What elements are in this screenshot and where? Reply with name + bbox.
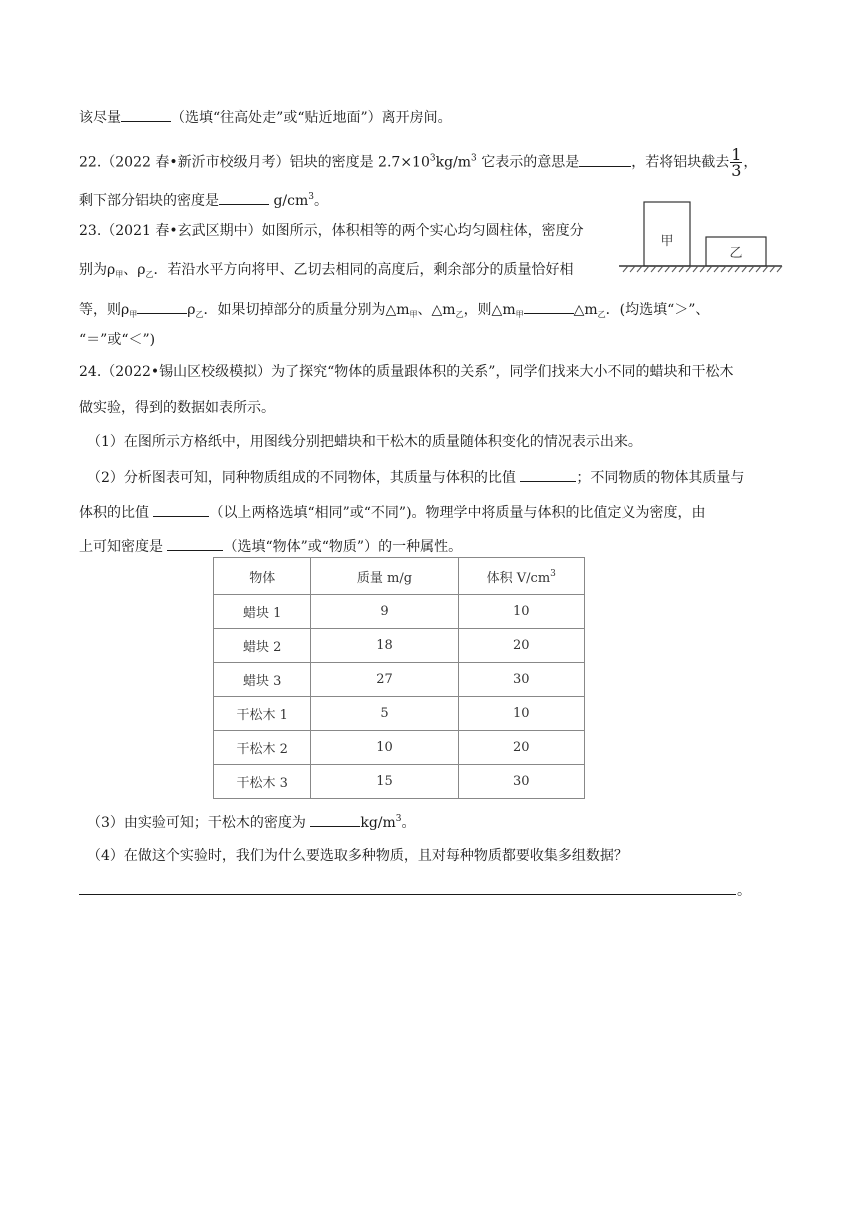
table-header-row (214, 558, 585, 595)
table-cell: 27 (311, 663, 458, 697)
text-fragment: 上可知密度是 (79, 539, 168, 555)
superscript: 3 (395, 814, 402, 824)
question-22-line-2 (79, 190, 328, 211)
question-23-line-4 (79, 330, 155, 350)
text-fragment: （选填“往高处走”或“贴近地面”）离开房间。 (171, 110, 452, 126)
answer-blank[interactable] (153, 502, 209, 517)
question-22 (79, 147, 757, 178)
table-row (214, 663, 585, 697)
subscript: 乙 (597, 310, 606, 319)
question-24-part-4 (87, 846, 628, 866)
cylinders-figure (619, 197, 784, 275)
text-fragment: （以上两格选填“相同”或“不同”)。物理学中将质量与体积的比值定义为密度，由 (209, 505, 706, 521)
table-cell: 干松木 3 (214, 765, 311, 799)
question-24-part-2-line-2 (79, 502, 706, 523)
question-23-line-2 (79, 260, 573, 280)
superscript: 3 (429, 153, 436, 164)
text-fragment: ．若沿水平方向将甲、乙切去相同的高度后，剩余部分的质量恰好相 (153, 262, 574, 278)
question-24 (79, 362, 733, 382)
question-23 (79, 221, 584, 241)
text-fragment: （2022•锡山区校级模拟）为了探究“物体的质量跟体积的关系”，同学们找来大小不同的蜡块和干松木 (101, 364, 734, 380)
text-fragment: kg/m (360, 815, 396, 831)
text-fragment: （2）分析图表可知，同种物质组成的不同物体，其质量与体积的比值 (87, 470, 521, 486)
table-cell: 10 (458, 595, 584, 629)
question-23-line-3 (79, 299, 709, 320)
question-number: 23. (79, 223, 102, 239)
fraction-numerator: 1 (731, 145, 742, 164)
superscript: 3 (471, 153, 477, 164)
text-fragment: （选填“物体”或“物质”）的一种属性。 (223, 539, 463, 555)
fraction-denominator: 3 (731, 161, 742, 180)
table-cell: 15 (311, 765, 458, 799)
data-table (213, 557, 585, 799)
text-fragment: （1）在图所示方格纸中，用图线分别把蜡块和干松木的质量随体积变化的情况表示出来。 (87, 434, 642, 450)
text-fragment: 。 (313, 193, 328, 209)
text-fragment: 该尽量 (79, 110, 121, 126)
subscript: 乙 (145, 270, 154, 279)
text-line (79, 107, 452, 128)
answer-blank[interactable] (310, 812, 360, 827)
answer-blank[interactable] (524, 299, 574, 314)
answer-blank[interactable] (167, 536, 223, 551)
table-cell: 10 (458, 697, 584, 731)
text-fragment: ，则△m (463, 302, 516, 318)
table-cell: 20 (458, 629, 584, 663)
subscript: 乙 (195, 310, 204, 319)
text-fragment: 、△m (417, 302, 456, 318)
subscript: 甲 (409, 310, 418, 319)
table-header-cell: 物体 (214, 558, 311, 595)
question-24-part-2-line-3 (79, 536, 462, 557)
question-24-line-2 (79, 398, 275, 418)
question-24-part-3 (87, 812, 416, 833)
answer-blank[interactable] (579, 152, 631, 167)
table-row (214, 765, 585, 799)
text-fragment: ；不同物质的物体其质量与 (576, 470, 745, 486)
table-cell: 18 (311, 629, 458, 663)
text-fragment: △m (573, 302, 598, 318)
question-24-part-2 (87, 467, 744, 488)
table-cell: 蜡块 2 (214, 629, 311, 663)
ground-hatching (623, 266, 782, 272)
text-fragment: （3）由实验可知；干松木的密度为 (87, 815, 311, 831)
table-cell: 蜡块 3 (214, 663, 311, 697)
text-fragment: 体积的比值 (79, 505, 154, 521)
table-cell: 5 (311, 697, 458, 731)
text-fragment: 。 (401, 815, 416, 831)
table-cell: 干松木 1 (214, 697, 311, 731)
text-fragment: （2022 春•新沂市校级月考）铝块的密度是 2.7×10 (101, 154, 430, 171)
long-answer-line[interactable] (79, 894, 736, 895)
text-fragment: 、ρ (123, 262, 146, 278)
superscript: 3 (308, 192, 314, 202)
text-fragment: kg/m (435, 154, 472, 171)
superscript: 3 (550, 568, 556, 579)
subscript: 甲 (515, 310, 524, 319)
table-row (214, 595, 585, 629)
table-cell: 30 (458, 765, 584, 799)
label-jia: 甲 (660, 234, 674, 249)
table-cell: 干松木 2 (214, 731, 311, 765)
table-header-cell: 质量 m/g (311, 558, 458, 595)
question-24-part-1 (87, 432, 642, 452)
subscript: 甲 (129, 310, 138, 319)
ending-period: 。 (737, 883, 751, 899)
table-row (214, 629, 585, 663)
text-fragment: ．(均选填“＞”、 (605, 302, 710, 318)
table-row (214, 731, 585, 765)
answer-blank[interactable] (219, 190, 269, 205)
question-number: 22. (79, 154, 102, 171)
text-fragment: “＝”或“＜”) (79, 332, 156, 348)
text-fragment: 剩下部分铝块的密度是 (79, 193, 219, 209)
text-fragment: g/cm (269, 193, 309, 209)
subscript: 甲 (115, 270, 124, 279)
text-fragment: ．如果切掉部分的质量分别为△m (203, 302, 410, 318)
table-cell: 蜡块 1 (214, 595, 311, 629)
text-fragment: 别为ρ (79, 262, 116, 278)
table-row (214, 697, 585, 731)
table-header-cell (458, 558, 584, 595)
answer-blank[interactable] (121, 107, 171, 122)
text-fragment: 它表示的意思是 (476, 154, 580, 171)
text-fragment: 等，则ρ (79, 302, 130, 318)
table-cell: 30 (458, 663, 584, 697)
text-fragment: （2021 春•玄武区期中）如图所示，体积相等的两个实心均匀圆柱体，密度分 (101, 223, 584, 239)
fraction (730, 147, 742, 178)
table-cell: 9 (311, 595, 458, 629)
header-text: 体积 V/cm (486, 570, 551, 586)
text-fragment: （4）在做这个实验时，我们为什么要选取多种物质，且对每种物质都要收集多组数据？ (87, 848, 628, 864)
label-yi: 乙 (729, 246, 743, 261)
answer-blank[interactable] (137, 299, 187, 314)
table-cell: 20 (458, 731, 584, 765)
text-fragment: ρ (187, 302, 196, 318)
answer-blank[interactable] (520, 467, 576, 482)
table-cell: 10 (311, 731, 458, 765)
text-fragment: ， (743, 154, 758, 171)
subscript: 乙 (455, 310, 464, 319)
text-fragment: ，若将铝块截去 (631, 154, 730, 171)
text-fragment: 做实验，得到的数据如表所示。 (79, 400, 275, 416)
question-number: 24. (79, 364, 102, 380)
